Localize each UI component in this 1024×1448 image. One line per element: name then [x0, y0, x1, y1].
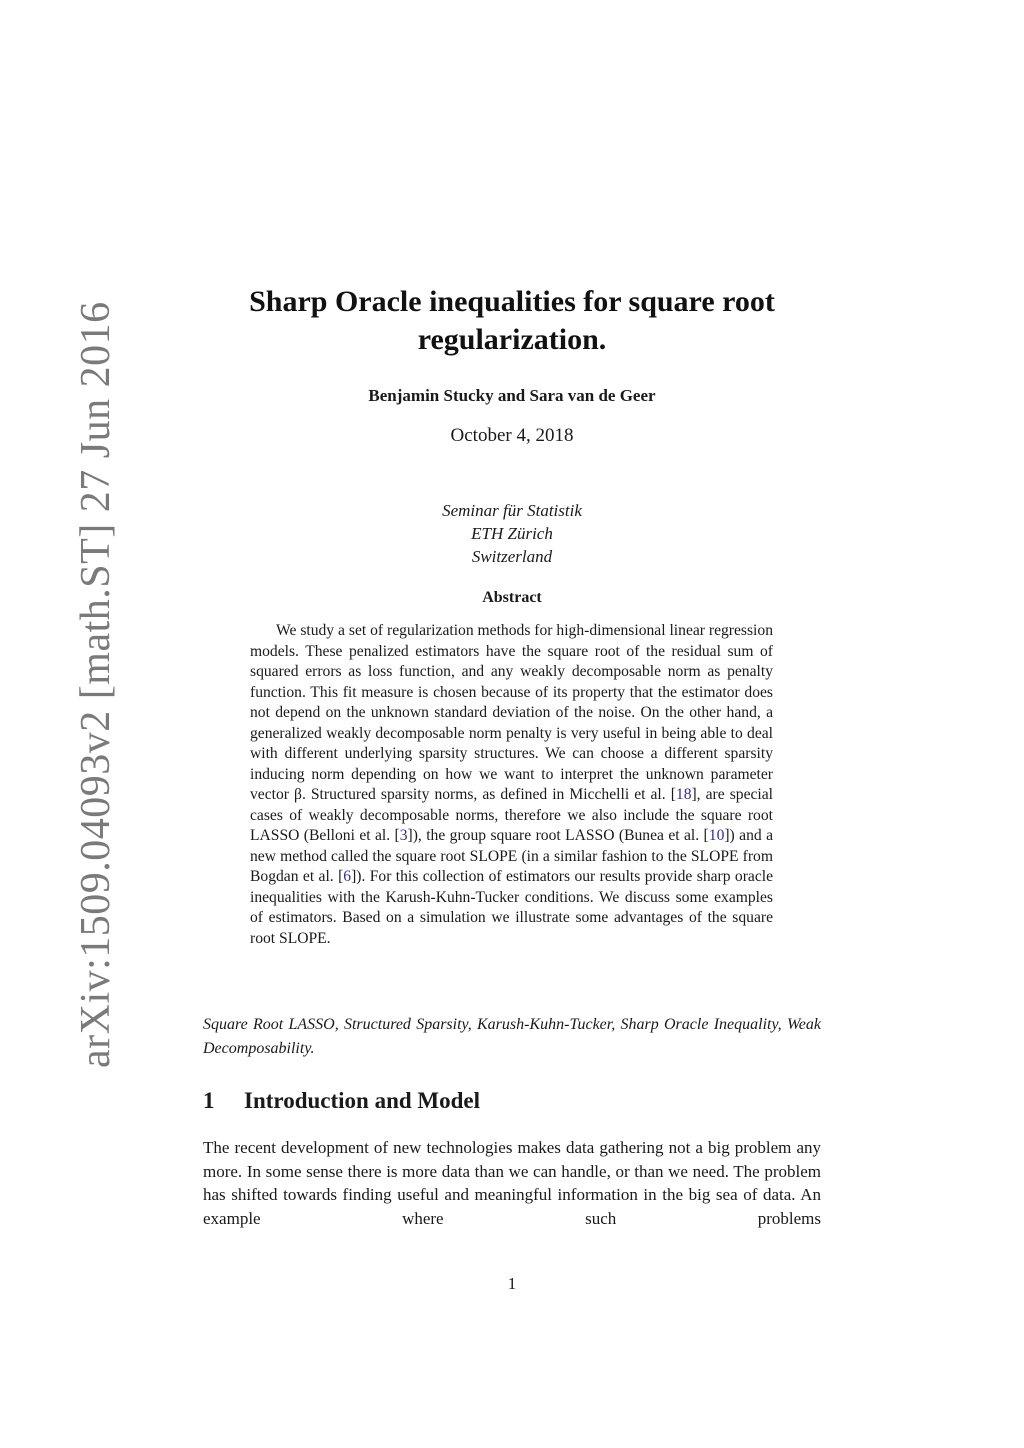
citation-link-3[interactable]: 3 — [399, 827, 408, 844]
intro-paragraph: The recent development of new technologies makes data gathering not a big problem any more. In some sense there is more data than we can handle, or than we need. The problem has shifted towards finding useful and meaningful information in the big sea of data. An example where such problems — [203, 1138, 821, 1228]
citation-link-6[interactable]: 6 — [343, 868, 352, 885]
abstract-text-5: ]). For this collection of estimators our results provide sharp oracle inequalities with the Karush-Kuhn-Tucker conditions. We discuss some examples of estimators. Based on a simulation we illustrate some advantages of the square root SLOPE. — [250, 868, 773, 947]
paper-date: October 4, 2018 — [450, 425, 574, 446]
paper-title: Sharp Oracle inequalities for square root regularization. — [249, 285, 775, 356]
affiliation — [160, 499, 864, 568]
abstract-text-1: We study a set of regularization methods for high-dimensional linear regression models. These penalized estimators have the square root of the residual sum of squared errors as loss function, and any weakly decomposable norm as penalty function. This fit measure is chosen because of its property that the estimator does not depend on the unknown standard deviation of the noise. On the other hand, a generalized weakly decomposable norm penalty is very useful in being able to deal with different underlying sparsity structures. We can choose a different sparsity inducing norm depending on how we want to interpret the unknown parameter vector β. Structured sparsity norms, as defined in Micchelli et al. [ — [250, 622, 773, 803]
arxiv-identifier[interactable]: arXiv:1509.04093v2 [math.ST] 27 Jun 2016 — [73, 301, 119, 1068]
affiliation-line-2: ETH Zürich — [471, 524, 553, 543]
abstract-text-4: ]) and a new method called the square root SLOPE (in a similar fashion to the SLOPE from Bogdan et al. [ — [250, 827, 773, 885]
abstract-text-3: ]), the group square root LASSO (Bunea et al. [ — [407, 827, 709, 844]
paper-authors: Benjamin Stucky and Sara van de Geer — [368, 386, 656, 405]
section-number: 1 — [203, 1088, 215, 1113]
abstract-body — [250, 621, 773, 949]
section-heading — [203, 1088, 480, 1114]
keywords: Square Root LASSO, Structured Sparsity, Karush-Kuhn-Tucker, Sharp Oracle Inequality, Weak Decomposability. — [203, 1016, 821, 1057]
section-title: Introduction and Model — [244, 1088, 481, 1113]
abstract-text-2: ], are special cases of weakly decomposable norms, therefore we also include the square root LASSO (Belloni et al. [ — [250, 786, 773, 844]
citation-link-10[interactable]: 10 — [708, 827, 725, 844]
arxiv-stamp — [12, 301, 119, 1068]
affiliation-line-1: Seminar für Statistik — [442, 501, 582, 520]
abstract-heading: Abstract — [482, 589, 542, 606]
affiliation-line-3: Switzerland — [471, 547, 553, 566]
page-number: 1 — [507, 1274, 517, 1293]
citation-link-18[interactable]: 18 — [675, 786, 692, 803]
